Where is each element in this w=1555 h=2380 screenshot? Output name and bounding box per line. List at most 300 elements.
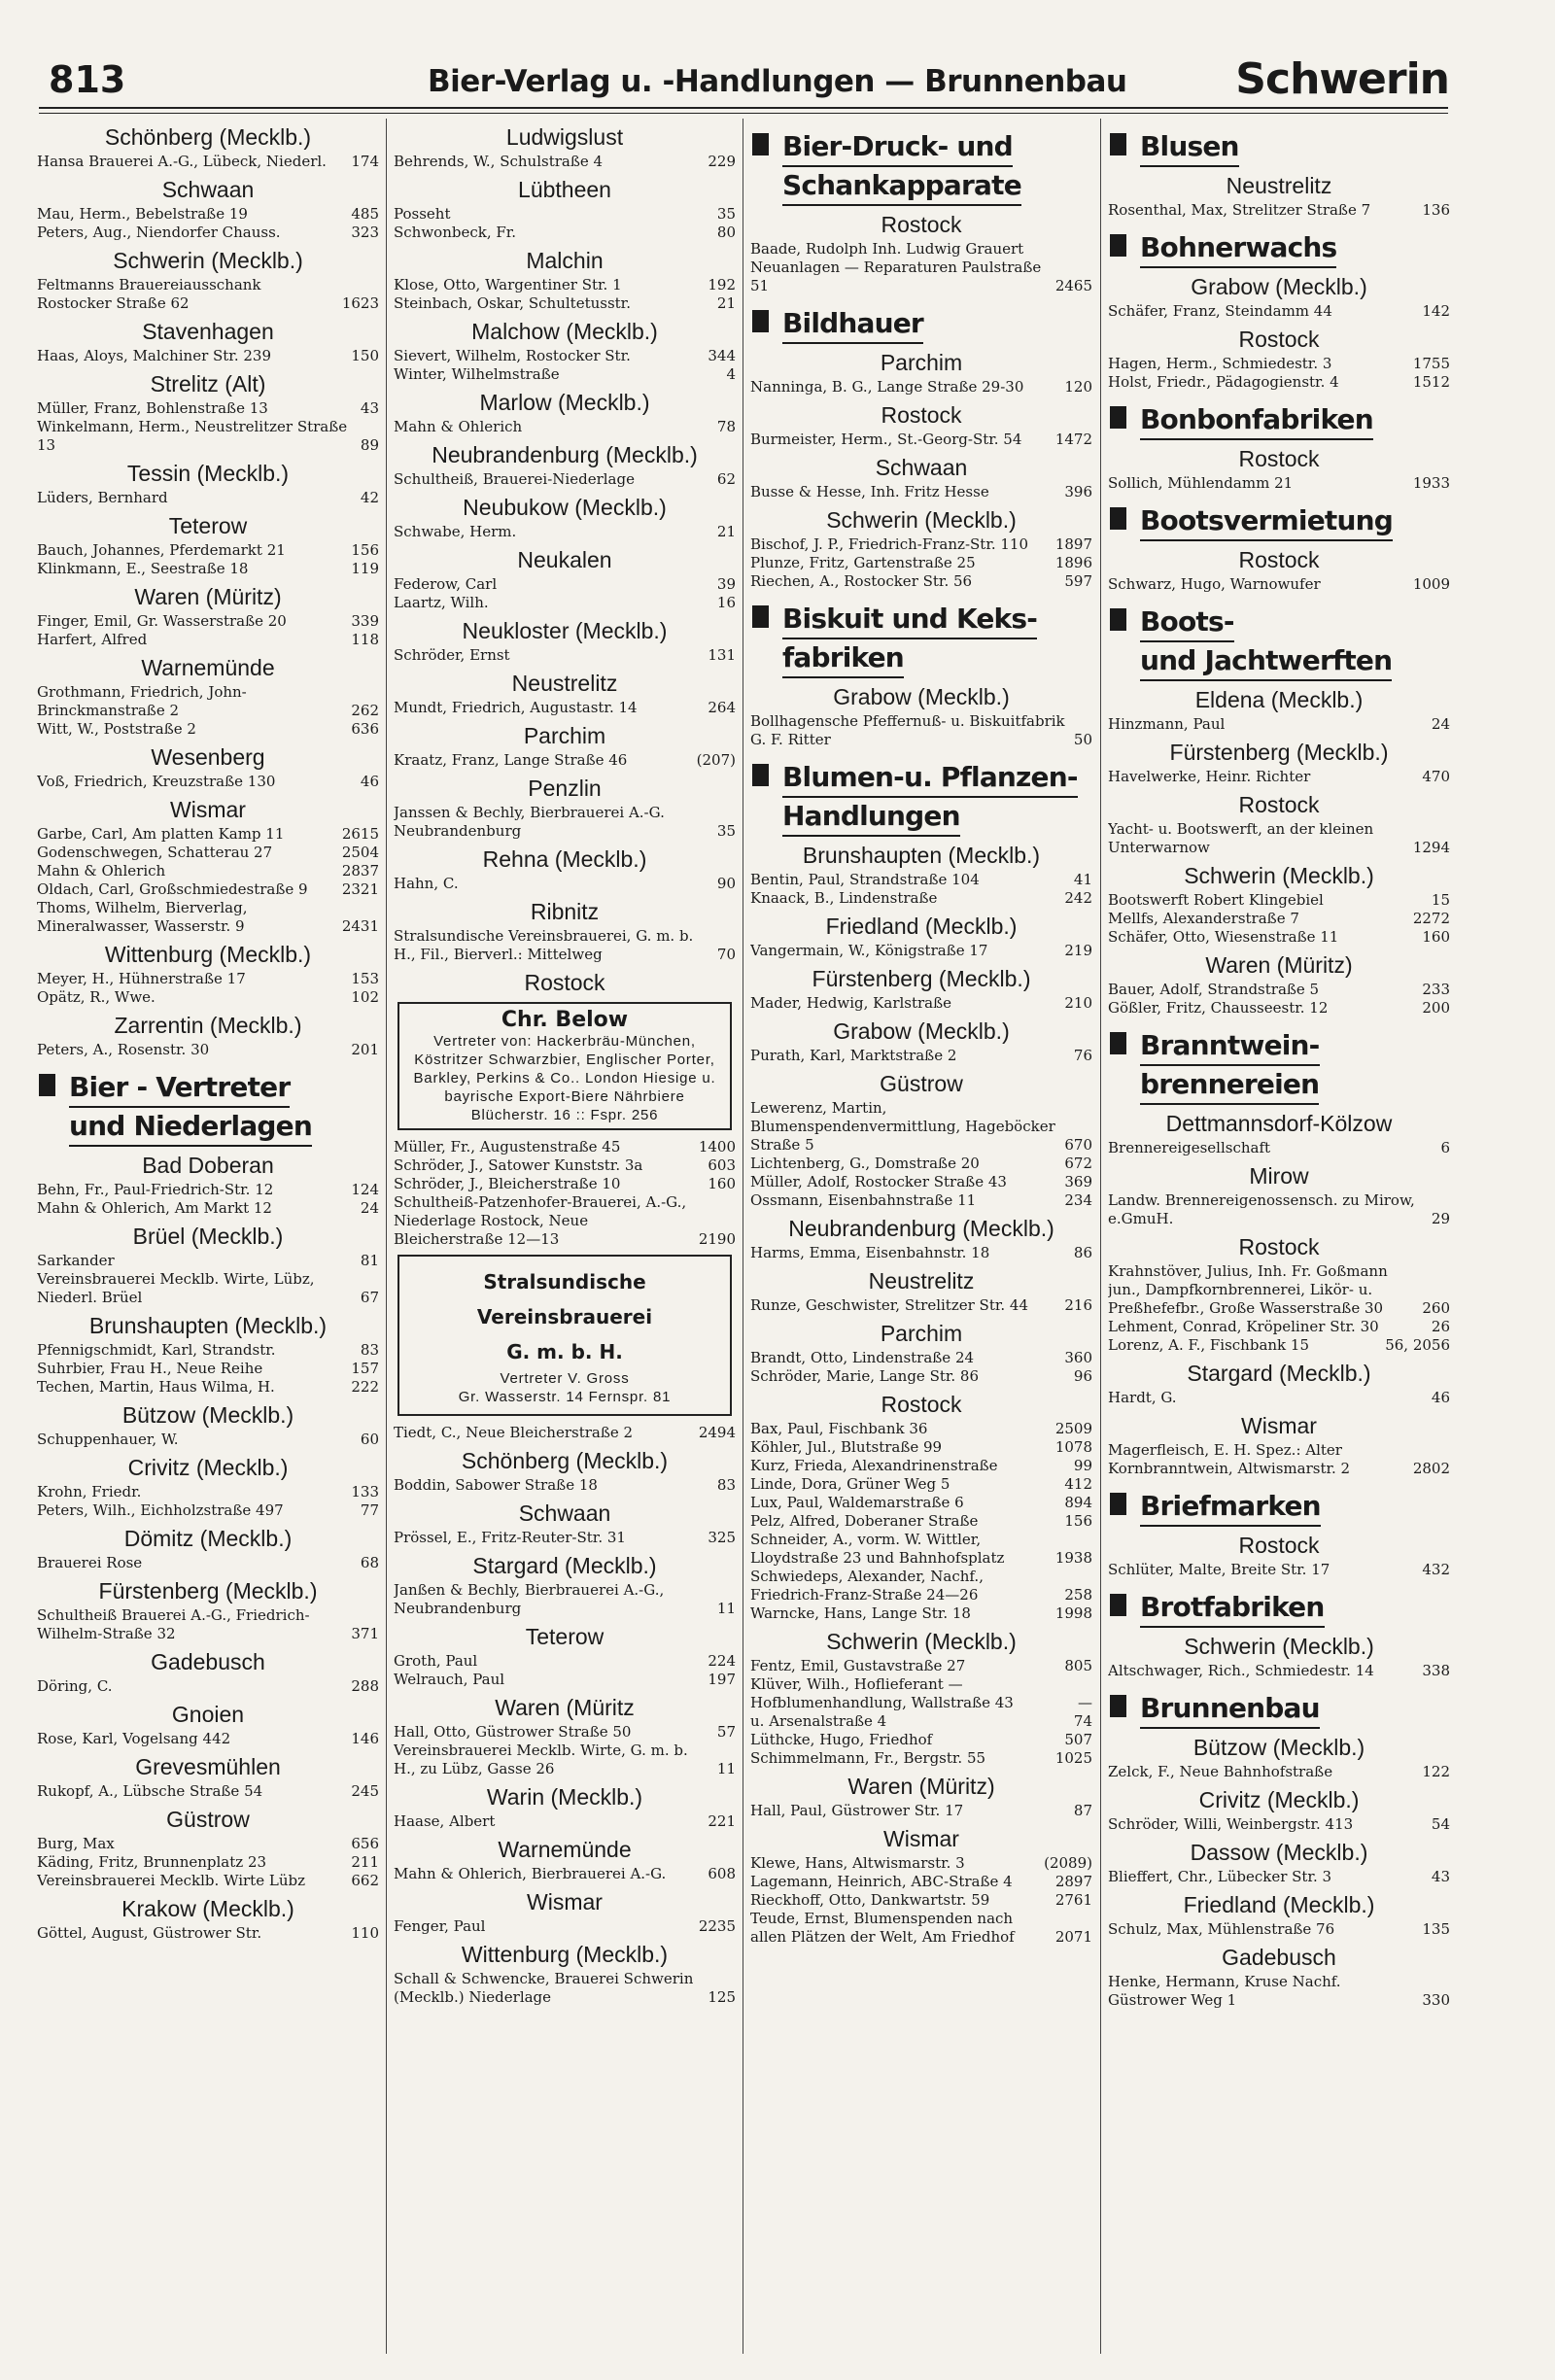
listing-phone: 60 [360, 1431, 379, 1448]
listing-phone: 507 [1064, 1731, 1092, 1748]
listing-phone: 672 [1064, 1155, 1092, 1172]
listing-name: Mellfs, Alexanderstraße 7 [1108, 910, 1299, 927]
town-heading: Crivitz (Mecklb.) [127, 1455, 289, 1480]
town-heading: Gadebusch [151, 1649, 265, 1674]
town-heading: Waren (Müritz) [847, 1774, 995, 1799]
town-heading: Neukloster (Mecklb.) [462, 618, 668, 643]
listing-name: Klüver, Wilh., Hoflieferant — Hofblumenhandlung, Wallstraße 43 [750, 1675, 1014, 1711]
town-heading: Wittenburg (Mecklb.) [104, 942, 312, 967]
listing-name: Warncke, Hans, Lange Str. 18 [750, 1604, 971, 1622]
town-heading: Bad Doberan [142, 1153, 274, 1178]
listing-name: Nanninga, B. G., Lange Straße 29-30 [750, 378, 1024, 396]
listing-name: Klewe, Hans, Altwismarstr. 3 [750, 1854, 965, 1872]
listing-phone: 1623 [341, 294, 379, 312]
listing-phone: 229 [708, 153, 736, 170]
listing-phone: 360 [1064, 1349, 1092, 1366]
listing-name: Rose, Karl, Vogelsang 442 [37, 1730, 231, 1747]
listing-name: Vereinsbrauerei Mecklb. Wirte, G. m. b. H., zu Lübz, Gasse 26 [394, 1742, 688, 1777]
category-square-marker [1110, 1493, 1126, 1515]
listing-name: Garbe, Carl, Am platten Kamp 11 [37, 825, 285, 843]
listing-entry [37, 720, 379, 739]
listing-name: Witt, W., Poststraße 2 [37, 720, 196, 738]
listing-entry [37, 418, 379, 455]
town-heading: Krakow (Mecklb.) [121, 1896, 294, 1921]
listing-entry [394, 1138, 736, 1156]
listing-phone: 67 [360, 1289, 379, 1306]
town-heading: Warin (Mecklb.) [486, 1784, 643, 1810]
listing-phone: (207) [696, 751, 736, 769]
town-heading: Waren (Müritz) [1205, 952, 1353, 978]
town-heading: Warnemünde [498, 1837, 632, 1862]
listing-entry [750, 1173, 1092, 1191]
category-square-marker [752, 310, 769, 332]
listing-entry [394, 153, 736, 171]
listing-entry [37, 862, 379, 880]
listing-name: Grothmann, Friedrich, John-Brinckmanstraße 2 [37, 683, 247, 719]
listing-entry [37, 683, 379, 720]
listing-name: Mahn & Ohlerich [37, 862, 166, 880]
town-heading: Wesenberg [151, 744, 265, 770]
listing-entry [394, 1812, 736, 1831]
town-heading: Schwerin (Mecklb.) [826, 507, 1017, 533]
listing-entry [37, 399, 379, 418]
listing-phone: 56, 2056 [1385, 1336, 1450, 1354]
town-heading: Ludwigslust [505, 124, 624, 150]
town-heading: Grabow (Mecklb.) [833, 1018, 1010, 1044]
listing-entry [1108, 891, 1450, 910]
listing-entry [394, 927, 736, 964]
listing-name: Schlüter, Malte, Breite Str. 17 [1108, 1561, 1330, 1578]
listing-phone: 210 [1064, 994, 1092, 1012]
listing-phone: 201 [351, 1041, 379, 1058]
listing-name: Lagemann, Heinrich, ABC-Straße 4 [750, 1873, 1013, 1890]
town-heading: Dömitz (Mecklb.) [123, 1526, 293, 1551]
page-title: Bier-Verlag u. -Handlungen — Brunnenbau [428, 64, 1127, 99]
town-heading: Neukalen [517, 547, 612, 572]
listing-phone: 29 [1431, 1210, 1450, 1227]
listing-entry [750, 572, 1092, 591]
town-heading: Neubukow (Mecklb.) [463, 495, 667, 520]
listing-phone: 1025 [1054, 1749, 1092, 1767]
listing-phone: 136 [1422, 201, 1450, 219]
category-square-marker [1110, 1594, 1126, 1616]
category-title [1140, 604, 1392, 681]
listing-name: Schwonbeck, Fr. [394, 224, 517, 241]
listing-name: Krohn, Friedr. [37, 1483, 142, 1500]
listing-phone: 2615 [341, 825, 379, 843]
category-title-line: Bootsvermietung [1140, 502, 1393, 541]
listing-phone: 805 [1064, 1657, 1092, 1674]
listing-entry [37, 205, 379, 224]
listing-phone: 221 [708, 1812, 736, 1830]
listing-entry [1108, 1262, 1450, 1318]
listing-name: Vangermain, W., Königstraße 17 [750, 942, 988, 959]
listing-entry [1108, 1763, 1450, 1781]
listing-entry [394, 699, 736, 717]
listing-phone: 90 [716, 875, 736, 892]
listing-phone: 656 [351, 1835, 379, 1852]
listing-entry [750, 1512, 1092, 1531]
listing-entry [750, 1712, 1092, 1731]
listing-entry [37, 1431, 379, 1449]
town-heading: Marlow (Mecklb.) [479, 390, 650, 415]
listing-name: Schwiedeps, Alexander, Nachf., Friedrich-Franz-Straße 24—26 [750, 1568, 984, 1604]
listing-name: Prössel, E., Fritz-Reuter-Str. 31 [394, 1529, 626, 1546]
category-heading [1108, 229, 1450, 268]
listing-phone: 2190 [698, 1230, 736, 1248]
listing-entry [394, 1671, 736, 1689]
listing-entry [37, 1378, 379, 1397]
listing-entry [750, 871, 1092, 889]
listing-entry [394, 751, 736, 770]
town-heading: Parchim [523, 723, 606, 748]
listing-entry [394, 1865, 736, 1883]
listing-entry [750, 1604, 1092, 1623]
listing-phone: 2235 [698, 1917, 736, 1935]
category-title-line: Bier-Druck- und [782, 128, 1013, 167]
listing-name: Peters, Aug., Niendorfer Chauss. [37, 224, 281, 241]
category-title-line: Boots- [1140, 604, 1234, 642]
listing-name: Purath, Karl, Marktstraße 2 [750, 1047, 957, 1064]
listing-name: Lichtenberg, G., Domstraße 20 [750, 1155, 980, 1172]
listing-entry [37, 1853, 379, 1872]
listing-phone: 160 [1422, 928, 1450, 946]
listing-phone: 2837 [341, 862, 379, 880]
town-heading: Lübtheen [518, 177, 611, 202]
ad-body: Vertreter V. Gross [500, 1370, 630, 1387]
town-heading: Dettmannsdorf-Kölzow [1165, 1111, 1393, 1136]
listing-entry [37, 224, 379, 242]
listing-phone: 96 [1073, 1367, 1092, 1385]
town-heading: Neubrandenburg (Mecklb.) [432, 442, 698, 467]
listing-name: Techen, Martin, Haus Wilma, H. [37, 1378, 275, 1396]
listing-name: Schröder, Willi, Weinbergstr. 413 [1108, 1815, 1354, 1833]
listing-name: Schimmelmann, Fr., Bergstr. 55 [750, 1749, 986, 1767]
listing-entry [394, 1723, 736, 1742]
column-1 [37, 119, 379, 2363]
listing-phone: 21 [716, 523, 736, 540]
town-heading: Friedland (Mecklb.) [1183, 1892, 1375, 1917]
listing-entry [394, 1917, 736, 1936]
listing-phone: 42 [360, 489, 379, 506]
category-title-line: brennereien [1140, 1066, 1319, 1105]
listing-name: Müller, Franz, Bohlenstraße 13 [37, 399, 268, 417]
listing-entry [37, 825, 379, 844]
listing-name: Hall, Paul, Güstrower Str. 17 [750, 1802, 964, 1819]
category-heading [1108, 502, 1450, 541]
listing-entry [750, 1731, 1092, 1749]
listing-name: Suhrbier, Frau H., Neue Reihe [37, 1360, 263, 1377]
listing-entry [1108, 575, 1450, 594]
listing-name: Fenger, Paul [394, 1917, 486, 1935]
town-heading: Bützow (Mecklb.) [121, 1402, 294, 1428]
listing-phone: 262 [351, 702, 379, 719]
listing-name: Meyer, H., Hühnerstraße 17 [37, 970, 246, 987]
category-title-line: Blusen [1140, 128, 1239, 167]
town-heading: Rehna (Mecklb.) [482, 846, 647, 872]
listing-name: Schröder, Ernst [394, 646, 510, 664]
category-title-line: Handlungen [782, 798, 960, 837]
listing-entry [1108, 981, 1450, 999]
listing-name: Godenschwegen, Schatterau 27 [37, 844, 273, 861]
listing-entry [37, 880, 379, 899]
listing-entry [37, 1782, 379, 1801]
listing-phone: 133 [351, 1483, 379, 1500]
category-title-line: und Niederlagen [69, 1108, 312, 1147]
listing-name: Busse & Hesse, Inh. Fritz Hesse [750, 483, 989, 500]
listing-entry [750, 554, 1092, 572]
listing-phone: 68 [360, 1554, 379, 1571]
listing-phone: 16 [716, 594, 736, 611]
listing-phone: 222 [351, 1378, 379, 1396]
town-heading: Grabow (Mecklb.) [1191, 274, 1367, 299]
listing-name: Sarkander [37, 1252, 115, 1269]
listing-name: Schuppenhauer, W. [37, 1431, 179, 1448]
listing-name: Klose, Otto, Wargentiner Str. 1 [394, 276, 622, 293]
listing-phone: 146 [351, 1730, 379, 1747]
listing-name: Hinzmann, Paul [1108, 715, 1226, 733]
listing-phone: 89 [360, 436, 379, 454]
listing-phone: 41 [1073, 871, 1092, 888]
listing-name: Lehment, Conrad, Kröpeliner Str. 30 [1108, 1318, 1379, 1335]
town-heading: Neustrelitz [1226, 173, 1332, 198]
listing-entry [37, 1483, 379, 1501]
listing-phone: 234 [1064, 1191, 1092, 1209]
town-heading: Teterow [525, 1624, 605, 1649]
listing-name: Bootswerft Robert Klingebiel [1108, 891, 1324, 909]
listing-entry [1108, 768, 1450, 786]
listing-name: Henke, Hermann, Kruse Nachf. Güstrower Weg 1 [1108, 1973, 1341, 2009]
listing-name: Peters, A., Rosenstr. 30 [37, 1041, 210, 1058]
listing-name: Schultheiß-Patzenhofer-Brauerei, A.-G., Niederlage Rostock, Neue Bleicherstraße 12—13 [394, 1193, 687, 1248]
listing-name: Oldach, Carl, Großschmiedestraße 9 [37, 880, 308, 898]
listing-name: Kraatz, Franz, Lange Straße 46 [394, 751, 628, 769]
listing-entry [37, 1270, 379, 1307]
listing-name: Schultheiß Brauerei A.-G., Friedrich-Wilhelm-Straße 32 [37, 1606, 310, 1642]
header-rule [39, 107, 1448, 114]
listing-phone: 74 [1073, 1712, 1092, 1730]
listing-phone: 125 [708, 1988, 736, 2006]
listing-phone: 160 [708, 1175, 736, 1192]
town-heading: Wismar [170, 797, 246, 822]
listing-entry [37, 773, 379, 791]
listing-name: Sollich, Mühlendamm 21 [1108, 474, 1294, 492]
listing-name: Lüthcke, Hugo, Friedhof [750, 1731, 933, 1748]
listing-phone: 57 [716, 1723, 736, 1741]
listing-name: Vereinsbrauerei Mecklb. Wirte, Lübz, Niederl. Brüel [37, 1270, 315, 1306]
town-heading: Schönberg (Mecklb.) [104, 124, 312, 150]
category-title [782, 759, 1078, 837]
listing-phone: 11 [716, 1600, 736, 1617]
column-divider [1100, 119, 1101, 2354]
town-heading: Schwaan [161, 177, 255, 202]
listing-name: Hall, Otto, Güstrower Straße 50 [394, 1723, 632, 1741]
listing-phone: 2071 [1054, 1928, 1092, 1946]
category-title-line: Bonbonfabriken [1140, 401, 1373, 440]
listing-entry [394, 470, 736, 489]
listing-entry [750, 1475, 1092, 1494]
town-heading: Neubrandenburg (Mecklb.) [788, 1216, 1054, 1241]
listing-entry [750, 1420, 1092, 1438]
listing-phone: 670 [1064, 1136, 1092, 1154]
listing-phone: 325 [708, 1529, 736, 1546]
listing-phone: 6 [1440, 1139, 1450, 1156]
category-title-line: Bier - Vertreter [69, 1069, 290, 1108]
town-heading: Tessin (Mecklb.) [126, 461, 290, 486]
listing-phone: 1938 [1054, 1549, 1092, 1567]
category-title [1140, 502, 1393, 541]
listing-entry [37, 631, 379, 649]
category-heading [750, 305, 1092, 344]
town-heading: Schwaan [875, 455, 968, 480]
town-heading: Waren (Müritz [495, 1695, 635, 1720]
listing-phone: 156 [1064, 1512, 1092, 1530]
listing-name: Köhler, Jul., Blutstraße 99 [750, 1438, 943, 1456]
listing-phone: 39 [716, 575, 736, 593]
listing-entry [1108, 1561, 1450, 1579]
listing-entry [750, 1457, 1092, 1475]
listing-entry [750, 1244, 1092, 1262]
listing-name: Rieckhoff, Otto, Dankwartstr. 59 [750, 1891, 990, 1909]
listing-phone: 122 [1422, 1763, 1450, 1780]
listing-name: Brennereigesellschaft [1108, 1139, 1271, 1156]
listing-entry [750, 1349, 1092, 1367]
listing-phone: 1400 [698, 1138, 736, 1156]
listing-phone: 1294 [1412, 839, 1450, 856]
listing-phone: 83 [360, 1341, 379, 1359]
listing-phone: 21 [716, 294, 736, 312]
listing-entry [394, 1156, 736, 1175]
category-heading [1108, 1690, 1450, 1729]
listing-name: Mau, Herm., Bebelstraße 19 [37, 205, 248, 223]
listing-phone: 26 [1431, 1318, 1450, 1335]
listing-name: Posseht [394, 205, 451, 223]
listing-entry [37, 612, 379, 631]
listing-entry [750, 889, 1092, 908]
listing-entry [750, 483, 1092, 501]
listing-name: Rosenthal, Max, Strelitzer Straße 7 [1108, 201, 1371, 219]
listing-name: Voß, Friedrich, Kreuzstraße 130 [37, 773, 276, 790]
town-heading: Güstrow [166, 1807, 250, 1832]
listing-entry [750, 1910, 1092, 1947]
ad-footer: Gr. Wasserstr. 14 Fernspr. 81 [458, 1389, 672, 1405]
category-title [782, 128, 1021, 206]
listing-entry [750, 1047, 1092, 1065]
listing-phone: 2802 [1412, 1460, 1450, 1477]
listing-entry [1108, 1336, 1450, 1355]
column-3 [750, 119, 1092, 2363]
category-title [1140, 128, 1239, 167]
ad-footer: Blücherstr. 16 :: Fspr. 256 [470, 1107, 659, 1123]
listing-name: Schwabe, Herm. [394, 523, 517, 540]
listing-name: Haase, Albert [394, 1812, 496, 1830]
listing-name: Haas, Aloys, Malchiner Str. 239 [37, 347, 271, 364]
listing-phone: 258 [1064, 1586, 1092, 1604]
listing-name: Blieffert, Chr., Lübecker Str. 3 [1108, 1868, 1332, 1885]
page-number: 813 [49, 58, 126, 101]
listing-name: Sievert, Wilhelm, Rostocker Str. [394, 347, 631, 364]
listing-name: Müller, Fr., Augustenstraße 45 [394, 1138, 621, 1156]
listing-name: Vereinsbrauerei Mecklb. Wirte Lübz [37, 1872, 305, 1889]
listing-entry [37, 1199, 379, 1218]
category-title-line: fabriken [782, 639, 904, 678]
listing-entry [750, 431, 1092, 449]
town-heading: Parchim [880, 350, 963, 375]
listing-phone: 24 [1431, 715, 1450, 733]
listing-entry [37, 970, 379, 988]
listing-entry [394, 1529, 736, 1547]
category-title-line: Branntwein- [1140, 1027, 1320, 1066]
listing-name: Lewerenz, Martin, Blumenspendenvermittlung, Hageböcker Straße 5 [750, 1099, 1055, 1154]
listing-name: Landw. Brennereigenossensch. zu Mirow, e.GmuH. [1108, 1191, 1415, 1227]
listing-name: Linde, Dora, Grüner Weg 5 [750, 1475, 950, 1493]
town-heading: Rostock [524, 970, 605, 995]
listing-phone: 1472 [1054, 431, 1092, 448]
listing-phone: 62 [716, 470, 736, 488]
listing-phone: 150 [351, 347, 379, 364]
listing-phone: 46 [1431, 1389, 1450, 1406]
listing-name: Winter, Wilhelmstraße [394, 365, 560, 383]
listing-entry [394, 1581, 736, 1618]
listing-entry [394, 224, 736, 242]
listing-entry [1108, 355, 1450, 373]
listing-entry [750, 1873, 1092, 1891]
listing-phone: 396 [1064, 483, 1092, 500]
listing-phone: 369 [1064, 1173, 1092, 1190]
category-title-line: Bohnerwachs [1140, 229, 1336, 268]
listing-name: Burmeister, Herm., St.-Georg-Str. 54 [750, 431, 1022, 448]
town-heading: Rostock [1238, 446, 1320, 471]
listing-entry [750, 1802, 1092, 1820]
town-heading: Wismar [1241, 1413, 1317, 1438]
listing-name: Bauer, Adolf, Strandstraße 5 [1108, 981, 1320, 998]
category-title-line: und Jachtwerften [1140, 642, 1392, 681]
town-heading: Eldena (Mecklb.) [1194, 687, 1364, 712]
category-title-line: Biskuit und Keks- [782, 601, 1037, 639]
listing-name: Mader, Hedwig, Karlstraße [750, 994, 952, 1012]
listing-name: Feltmanns Brauereiausschank Rostocker Straße 62 [37, 276, 261, 312]
listing-entry [1108, 999, 1450, 1018]
listing-entry [750, 1531, 1092, 1568]
listing-entry [1108, 928, 1450, 947]
category-square-marker [1110, 1032, 1126, 1054]
town-heading: Rostock [1238, 1234, 1320, 1259]
town-heading: Strelitz (Alt) [150, 371, 266, 397]
ad-heading: Stralsundische Vereinsbrauerei [476, 1270, 653, 1328]
listing-name: Schultheiß, Brauerei-Niederlage [394, 470, 635, 488]
town-heading: Rostock [1238, 1533, 1320, 1558]
category-title-line: Bildhauer [782, 305, 923, 344]
column-4 [1108, 119, 1450, 2363]
listing-name: Thoms, Wilhelm, Bierverlag, Mineralwasser, Wasserstr. 9 [37, 899, 248, 935]
advertisement-box [397, 1002, 732, 1130]
listing-name: Käding, Fritz, Brunnenplatz 23 [37, 1853, 267, 1871]
column-2 [394, 119, 736, 2363]
category-square-marker [1110, 507, 1126, 530]
listing-name: Yacht- u. Bootswerft, an der kleinen Unterwarnow [1108, 820, 1374, 856]
listing-phone: 102 [351, 988, 379, 1006]
listing-entry [750, 1494, 1092, 1512]
listing-name: Janßen & Bechly, Bierbrauerei A.-G., Neubrandenburg [394, 1581, 665, 1617]
listing-entry [37, 1041, 379, 1059]
header-city: Schwerin [1235, 54, 1449, 104]
listing-entry [750, 1568, 1092, 1604]
listing-entry [750, 1657, 1092, 1675]
town-heading: Neustrelitz [511, 671, 618, 696]
listing-entry [37, 1835, 379, 1853]
advertisement-box [397, 1255, 732, 1416]
category-title [1140, 1027, 1320, 1105]
